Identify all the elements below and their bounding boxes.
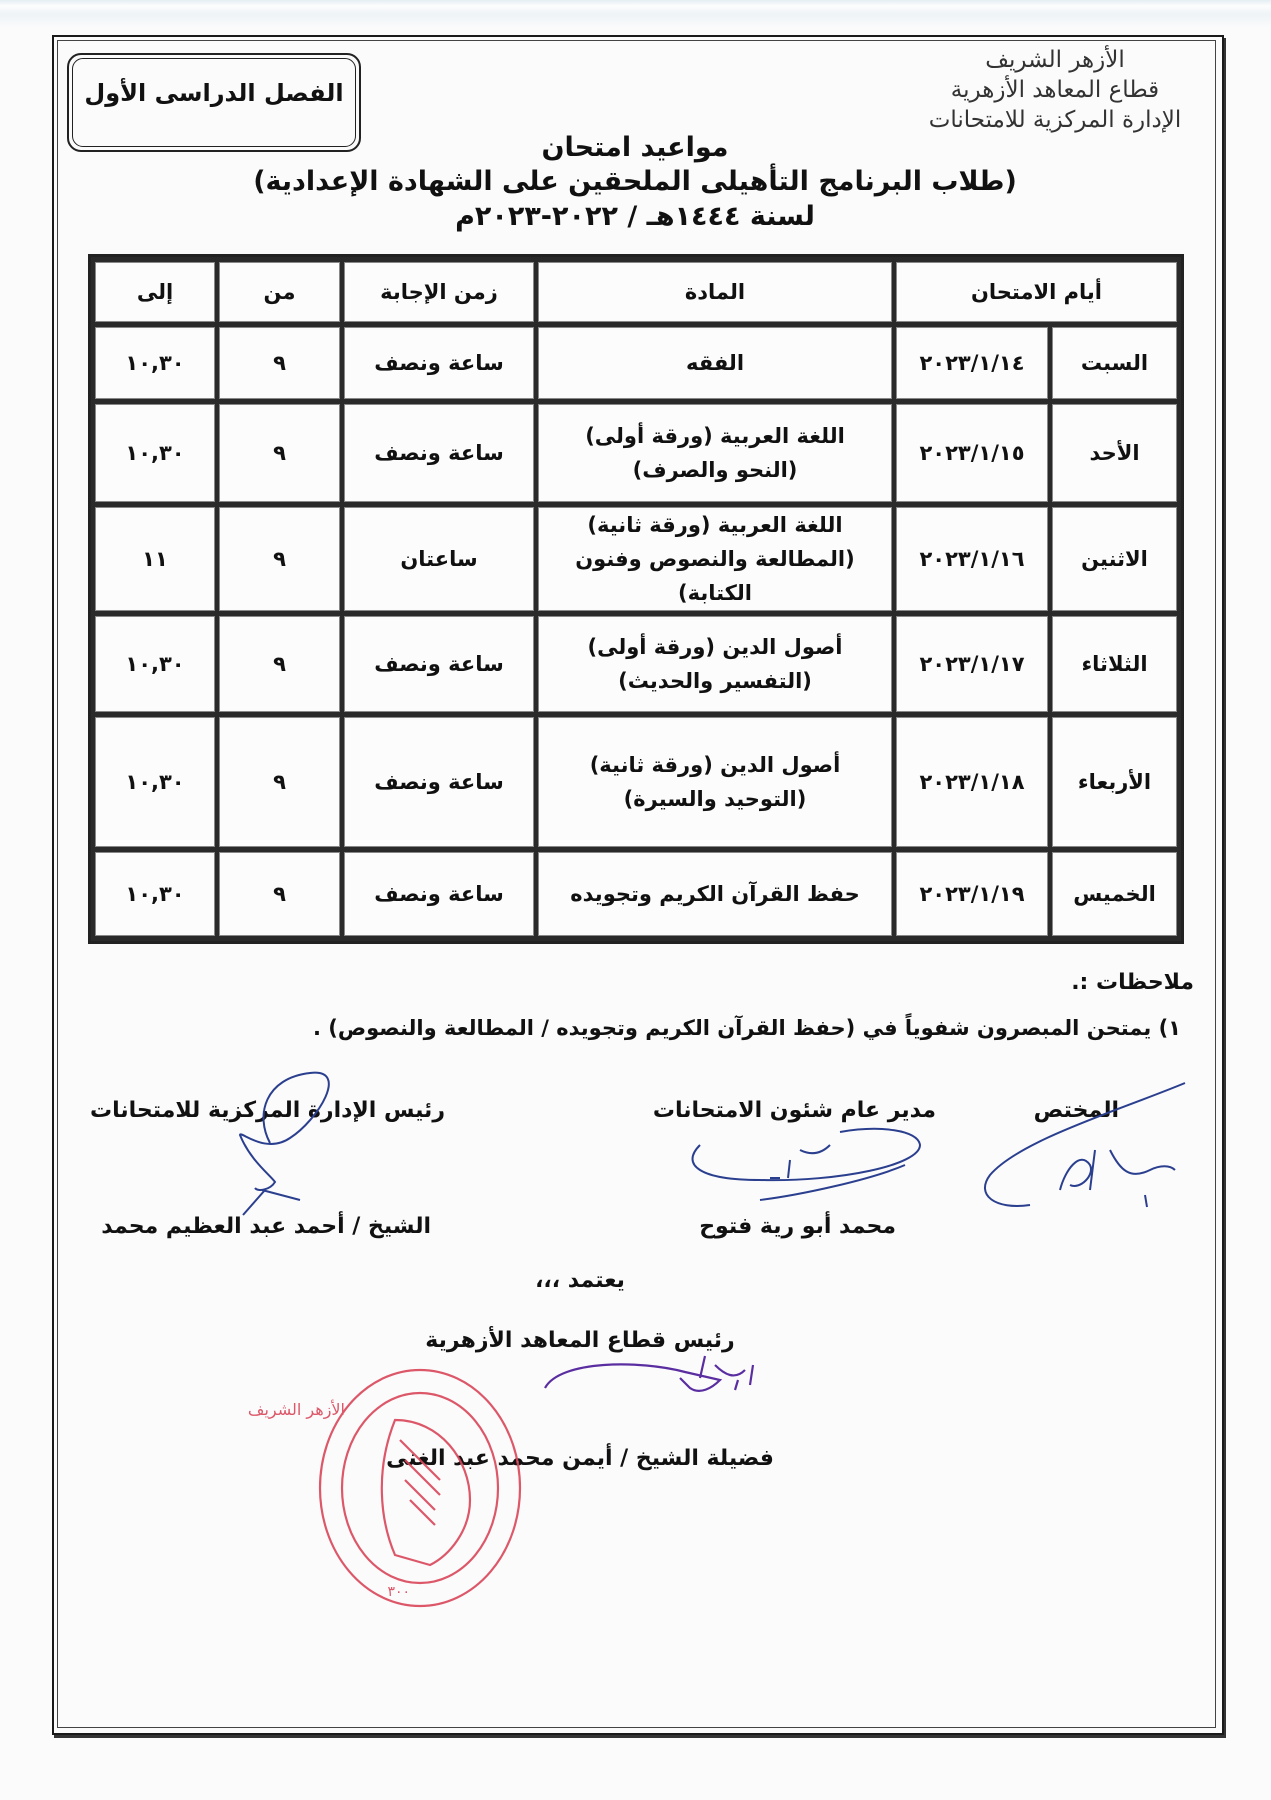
table-header-row bbox=[95, 262, 1177, 322]
specialist-title: المختص bbox=[1033, 1098, 1119, 1123]
note-item: ١) يمتحن المبصرون شفوياً في (حفظ القرآن الكريم وتجويده / المطالعة والنصوص) . bbox=[312, 1016, 1181, 1040]
subject-line: الفقه bbox=[685, 351, 745, 375]
doc-subtitle: (طلاب البرنامج التأهيلى الملحقين على الشهادة الإعدادية) bbox=[253, 166, 1017, 197]
to-cell: ١٠,٣٠ bbox=[95, 717, 215, 847]
org-line: الإدارة المركزية للامتحانات bbox=[928, 107, 1182, 133]
subject-subline: (النحو والصرف) bbox=[632, 458, 798, 482]
subject-subline: (التفسير والحديث) bbox=[618, 669, 812, 693]
header-exam-days: أيام الامتحان bbox=[896, 262, 1177, 322]
org-line: الأزهر الشريف bbox=[985, 47, 1125, 73]
from-cell: ٩ bbox=[219, 616, 340, 712]
subject-cell bbox=[538, 404, 892, 502]
day-cell: الأحد bbox=[1052, 404, 1177, 502]
duration-cell: ساعة ونصف bbox=[344, 852, 534, 936]
date-cell: ٢٠٢٣/١/١٧ bbox=[896, 616, 1048, 712]
subject-line: حفظ القرآن الكريم وتجويده bbox=[570, 882, 860, 906]
to-cell: ١١ bbox=[95, 507, 215, 611]
doc-year: لسنة ١٤٤٤هـ / ٢٠٢٢-٢٠٢٣م bbox=[455, 201, 815, 232]
subject-line: أصول الدين (ورقة ثانية) bbox=[589, 753, 841, 777]
duration-cell: ساعة ونصف bbox=[344, 327, 534, 399]
central-head-title: رئيس الإدارة المركزية للامتحانات bbox=[89, 1098, 445, 1123]
duration-cell: ساعة ونصف bbox=[344, 717, 534, 847]
central-head-name: الشيخ / أحمد عبد العظيم محمد bbox=[101, 1214, 431, 1239]
subject-subline: (المطالعة والنصوص وفنون الكتابة) bbox=[575, 547, 855, 605]
exam-schedule-table bbox=[88, 254, 1184, 944]
from-cell: ٩ bbox=[219, 852, 340, 936]
date-cell: ٢٠٢٣/١/١٦ bbox=[896, 507, 1048, 611]
to-cell: ١٠,٣٠ bbox=[95, 852, 215, 936]
subject-subline: (التوحيد والسيرة) bbox=[623, 787, 807, 811]
general-manager-name: محمد أبو رية فتوح bbox=[699, 1214, 896, 1239]
scan-edge bbox=[0, 0, 1271, 30]
day-cell: السبت bbox=[1052, 327, 1177, 399]
to-cell: ١٠,٣٠ bbox=[95, 404, 215, 502]
day-cell: الثلاثاء bbox=[1052, 616, 1177, 712]
approval-title: رئيس قطاع المعاهد الأزهرية bbox=[425, 1328, 735, 1353]
date-cell: ٢٠٢٣/١/١٩ bbox=[896, 852, 1048, 936]
subject-line: أصول الدين (ورقة أولى) bbox=[587, 635, 843, 659]
subject-line: اللغة العربية (ورقة أولى) bbox=[585, 424, 845, 448]
subject-cell bbox=[538, 616, 892, 712]
header-duration: زمن الإجابة bbox=[344, 262, 534, 322]
header-to: إلى bbox=[95, 262, 215, 322]
semester-label: الفصل الدراسى الأول bbox=[72, 58, 356, 147]
to-cell: ١٠,٣٠ bbox=[95, 327, 215, 399]
day-cell: الأربعاء bbox=[1052, 717, 1177, 847]
approval-name: فضيلة الشيخ / أيمن محمد عبد الغنى bbox=[386, 1446, 774, 1471]
header-subject: المادة bbox=[538, 262, 892, 322]
general-manager-title: مدير عام شئون الامتحانات bbox=[652, 1098, 936, 1123]
duration-cell: ساعتان bbox=[344, 507, 534, 611]
subject-line: اللغة العربية (ورقة ثانية) bbox=[587, 513, 843, 537]
duration-cell: ساعة ونصف bbox=[344, 616, 534, 712]
table-row bbox=[95, 404, 1177, 502]
subject-cell bbox=[538, 507, 892, 611]
from-cell: ٩ bbox=[219, 507, 340, 611]
table-row bbox=[95, 327, 1177, 399]
table-row bbox=[95, 616, 1177, 712]
table-row bbox=[95, 717, 1177, 847]
subject-cell bbox=[538, 717, 892, 847]
from-cell: ٩ bbox=[219, 327, 340, 399]
table-row bbox=[95, 852, 1177, 936]
org-letterhead bbox=[905, 45, 1205, 135]
svg-text:٣٠٠: ٣٠٠ bbox=[387, 1584, 410, 1600]
table-row bbox=[95, 507, 1177, 611]
day-cell: الاثنين bbox=[1052, 507, 1177, 611]
day-cell: الخميس bbox=[1052, 852, 1177, 936]
subject-cell bbox=[538, 327, 892, 399]
from-cell: ٩ bbox=[219, 404, 340, 502]
notes-title: ملاحظات :. bbox=[1071, 970, 1194, 995]
date-cell: ٢٠٢٣/١/١٤ bbox=[896, 327, 1048, 399]
doc-title: مواعيد امتحان bbox=[541, 132, 729, 163]
to-cell: ١٠,٣٠ bbox=[95, 616, 215, 712]
svg-text:الأزهر الشريف: الأزهر الشريف bbox=[247, 1400, 345, 1419]
from-cell: ٩ bbox=[219, 717, 340, 847]
header-from: من bbox=[219, 262, 340, 322]
duration-cell: ساعة ونصف bbox=[344, 404, 534, 502]
approval-label: يعتمد ،،، bbox=[535, 1268, 625, 1293]
subject-cell bbox=[538, 852, 892, 936]
date-cell: ٢٠٢٣/١/١٥ bbox=[896, 404, 1048, 502]
org-line: قطاع المعاهد الأزهرية bbox=[950, 77, 1160, 103]
date-cell: ٢٠٢٣/١/١٨ bbox=[896, 717, 1048, 847]
